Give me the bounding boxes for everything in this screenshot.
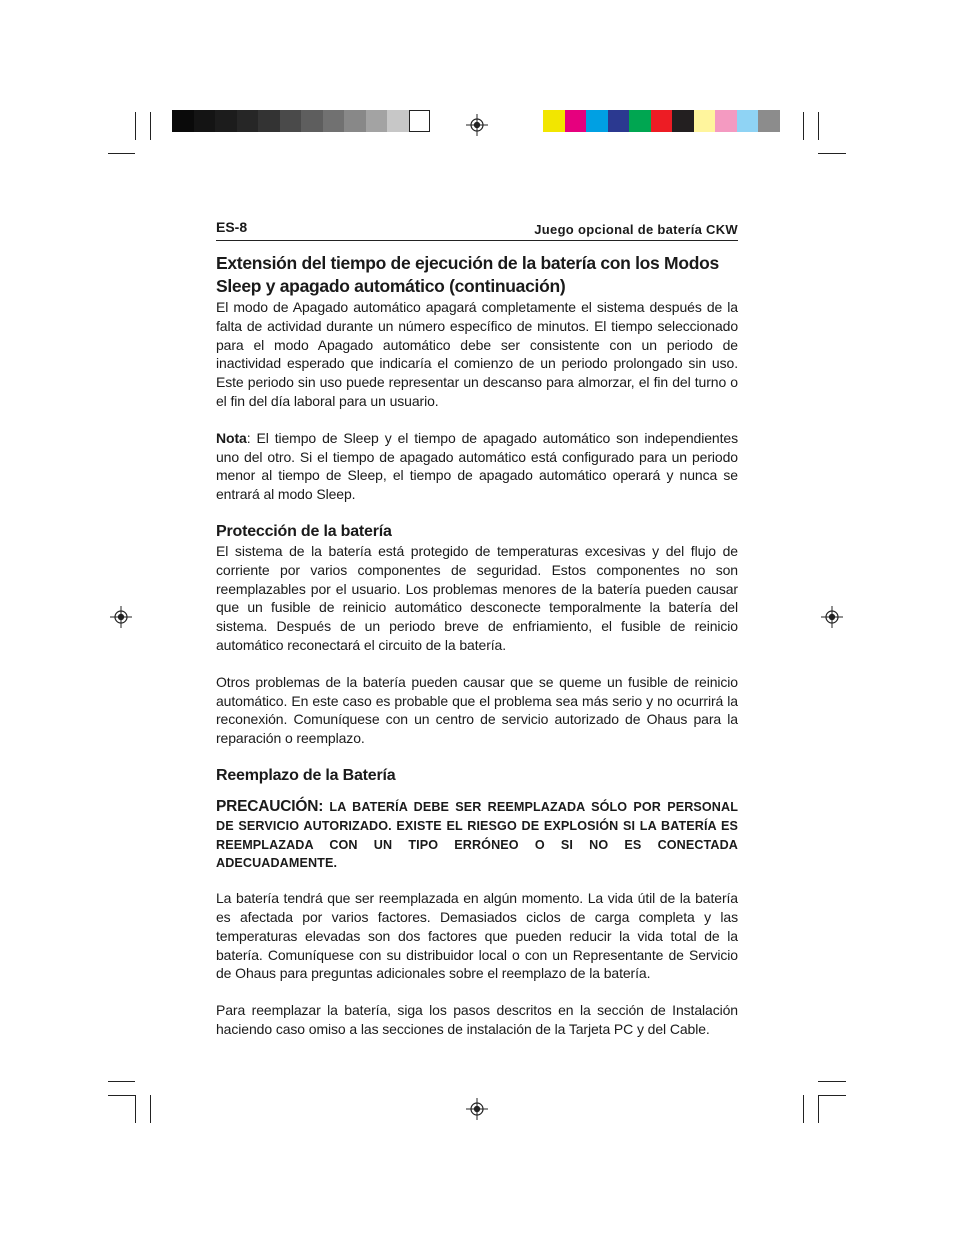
paragraph: Para reemplazar la batería, siga los pasos descritos en la sección de Instalación haciendo caso omiso a las secciones de instalación de la Tarjeta PC y del Cable.: [216, 1002, 738, 1037]
crop-mark: [803, 112, 804, 140]
registration-mark-icon: [821, 606, 843, 628]
registration-mark-icon: [110, 606, 132, 628]
crop-mark: [135, 1095, 136, 1123]
color-swatch: [237, 110, 259, 132]
color-swatch: [543, 110, 565, 132]
section-title: Extensión del tiempo de ejecución de la batería con los Modos Sleep y apagado automático (continuación): [216, 253, 719, 296]
color-swatch: [651, 110, 673, 132]
process-color-bar: [543, 110, 780, 132]
color-swatch: [672, 110, 694, 132]
caution-label: PRECAUCIÓN:: [216, 797, 324, 815]
registration-mark-icon: [466, 1098, 488, 1120]
crop-mark: [150, 112, 151, 140]
page-number: ES-8: [216, 219, 248, 235]
page-content: [216, 252, 738, 1039]
color-swatch: [758, 110, 780, 132]
crop-mark: [818, 112, 819, 140]
note-paragraph: [216, 429, 738, 504]
registration-mark-icon: [466, 114, 488, 136]
color-swatch: [172, 110, 194, 132]
color-swatch: [344, 110, 366, 132]
color-swatch: [737, 110, 759, 132]
crop-mark: [135, 112, 136, 140]
crop-mark: [803, 1095, 804, 1123]
color-swatch: [715, 110, 737, 132]
color-swatch: [301, 110, 323, 132]
color-swatch: [694, 110, 716, 132]
paragraph: El sistema de la batería está protegido de temperaturas excesivas y del flujo de corriente por varios componentes de seguridad. Estos componentes no son reemplazables por el usuario. Los problemas menores de la batería pueden causar que un fusible de reinicio automático desconecte temporalmente la batería del sistema. Después de un periodo breve de enfriamiento, el fusible de reinicio automático reconectará el circuito de la batería.: [216, 542, 738, 653]
running-title: Juego opcional de batería CKW: [534, 222, 738, 237]
color-swatch: [608, 110, 630, 132]
paragraph: Otros problemas de la batería pueden causar que se queme un fusible de reinicio automático. En este caso es probable que el problema sea más serio y no ocurrirá la reconexión. Comuníquese con un centro de servicio autorizado de Ohaus para la reparación o reemplazo.: [216, 673, 738, 747]
note-label: Nota: [216, 429, 247, 446]
color-swatch: [215, 110, 237, 132]
color-swatch: [323, 110, 345, 132]
color-swatch: [565, 110, 587, 132]
caution-text: LA BATERÍA DEBE SER REEMPLAZADA SÓLO POR PERSONAL DE SERVICIO AUTORIZADO. EXISTE EL RIESGO DE EXPLOSIÓN SI LA BATERÍA ES REEMPLAZADA CON UN TIPO ERRÓNEO O SI NO ES CONECTADA ADECUADAMENTE.: [216, 799, 738, 871]
crop-mark: [818, 1081, 846, 1082]
grayscale-color-bar: [172, 110, 430, 132]
crop-mark: [818, 1095, 846, 1096]
crop-mark: [108, 1095, 135, 1096]
crop-mark: [818, 1095, 819, 1123]
color-swatch: [387, 110, 409, 132]
crop-mark: [150, 1095, 151, 1123]
color-swatch: [366, 110, 388, 132]
color-swatch: [258, 110, 280, 132]
crop-mark: [108, 1081, 135, 1082]
color-swatch: [629, 110, 651, 132]
crop-mark: [818, 153, 846, 154]
subsection-title: Reemplazo de la Batería: [216, 766, 396, 784]
color-swatch: [194, 110, 216, 132]
header-divider: [216, 240, 738, 241]
color-swatch: [280, 110, 302, 132]
paragraph: La batería tendrá que ser reemplazada en algún momento. La vida útil de la batería es afectada por varios factores. Demasiados ciclos de carga completa y las temperaturas elevadas son dos factores que pueden reducir la vida total de la batería. Comuníquese con su distribuidor local o con un Representante de Servicio de Ohaus para preguntas adicionales sobre el reemplazo de la batería.: [216, 890, 738, 982]
color-swatch: [586, 110, 608, 132]
caution-paragraph: [216, 798, 738, 873]
note-text: : El tiempo de Sleep y el tiempo de apagado automático son independientes uno del otro. Si el tiempo de apagado automático está configurado para un periodo menor al tiempo de Sleep, el tiempo de apagado automático operará y nunca se entrará al modo Sleep.: [216, 429, 738, 503]
crop-mark: [108, 153, 135, 154]
paragraph: El modo de Apagado automático apagará completamente el sistema después de la falta de actividad durante un número específico de minutos. El tiempo seleccionado para el modo Apagado automático debe ser consistente con un periodo de inactividad esperado que indicaría el comienzo de un periodo prolongado sin uso. Este periodo sin uso puede representar un descanso para almorzar, el fin del turno o el fin del día laboral para un usuario.: [216, 299, 738, 409]
color-swatch: [409, 110, 431, 132]
subsection-title: Protección de la batería: [216, 522, 392, 540]
